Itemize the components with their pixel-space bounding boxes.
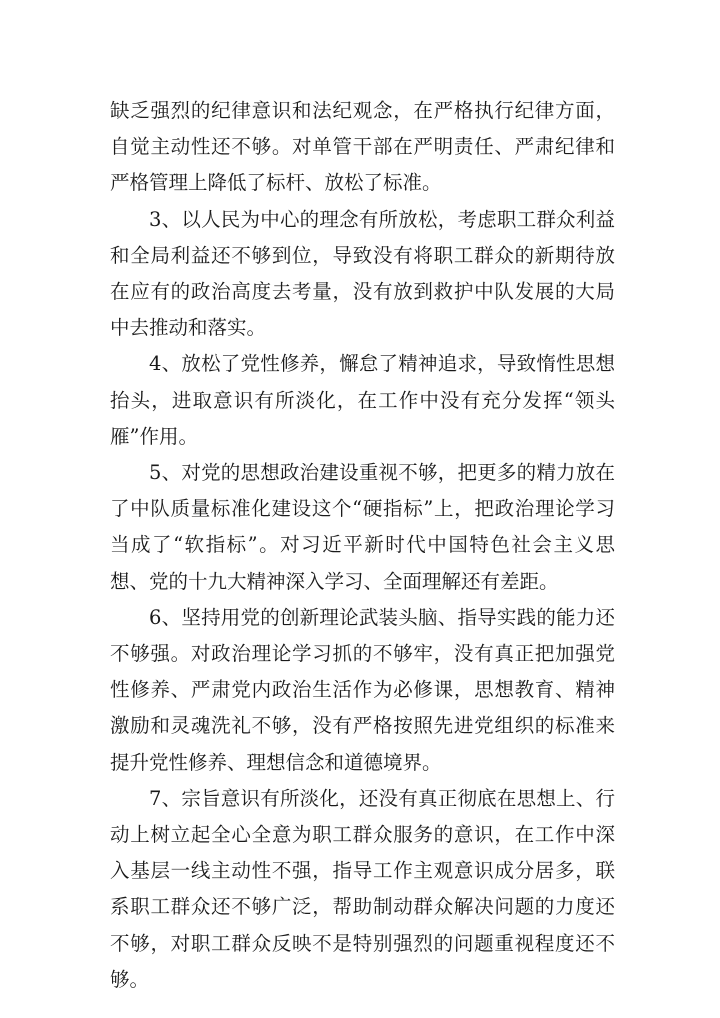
document-body [110, 93, 615, 998]
paragraph-item-3: 3、以人民为中心的理念有所放松，考虑职工群众利益和全局利益还不够到位，导致没有将职工群众的新期待放在应有的政治高度去考量，没有放到救护中队发展的大局中去推动和落实。 [110, 207, 615, 340]
paragraph-continuation: 缺乏强烈的纪律意识和法纪观念，在严格执行纪律方面，自觉主动性还不够。对单管干部在严明责任、严肃纪律和严格管理上降低了标杆、放松了标准。 [110, 99, 615, 195]
paragraph-item-7: 7、宗旨意识有所淡化，还没有真正彻底在思想上、行动上树立起全心全意为职工群众服务的意识，在工作中深入基层一线主动性不强，指导工作主观意识成分居多，联系职工群众还不够广泛，帮助制动群众解决问题的力度还不够，对职工群众反映不是特别强烈的问题重视程度还不够。 [110, 786, 615, 991]
paragraph-item-5: 5、对党的思想政治建设重视不够，把更多的精力放在了中队质量标准化建设这个“硬指标”上，把政治理论学习当成了“软指标”。对习近平新时代中国特色社会主义思想、党的十九大精神深入学习、全面理解还有差距。 [110, 461, 615, 593]
paragraph-item-6: 6、坚持用党的创新理论武装头脑、指导实践的能力还不够强。对政治理论学习抓的不够牢，没有真正把加强党性修养、严肃党内政治生活作为必修课，思想教育、精神激励和灵魂洗礼不够，没有严格按照先进党组织的标准来提升党性修养、理想信念和道德境界。 [110, 605, 615, 774]
paragraph-item-4: 4、放松了党性修养，懈怠了精神追求，导致惰性思想抬头，进取意识有所淡化，在工作中没有充分发挥“领头雁”作用。 [110, 352, 615, 448]
